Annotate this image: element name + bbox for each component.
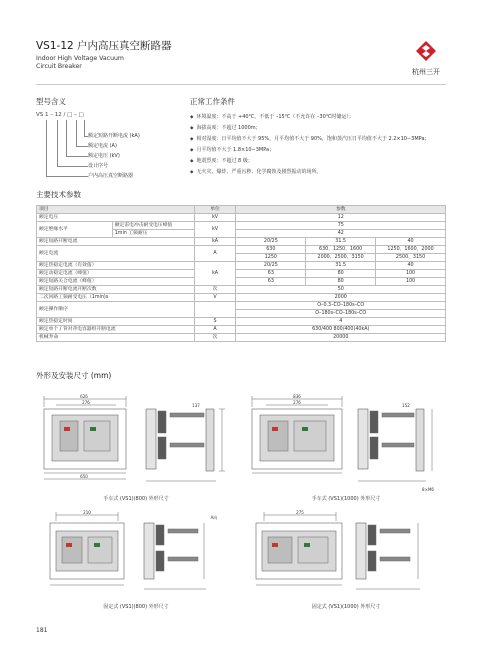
brand-logo-icon [415,40,437,62]
table-row [37,302,446,310]
drawings-area [36,385,446,615]
table-cell: 1250 [236,254,306,262]
table-cell: 40 [376,238,446,246]
dim-label: 152 [402,403,410,408]
conditions-list [190,112,450,178]
table-cell: 2500、3150 [376,254,446,262]
table-header-row [37,206,446,214]
dim-label: 275 [296,510,304,515]
table-cell: 4 [236,318,446,326]
table-row [37,222,446,230]
table-cell: 80 [306,278,376,286]
dim-label: 8×M6 [422,487,434,492]
model-leader-line [76,120,77,146]
table-cell: 20000 [236,334,446,342]
subtitle-line-2: Circuit Breaker [36,63,82,70]
subtitle-line-1: Indoor High Voltage Vacuum [36,55,124,62]
page-subtitle [36,55,124,71]
table-cell: 机械寿命 [37,334,195,342]
table-cell: V [194,294,236,302]
table-cell: 40 [376,262,446,270]
table-cell: A [194,326,236,334]
table-row [37,318,446,326]
model-leader-line [76,146,88,147]
table-cell: 100 [376,270,446,278]
table-cell: O–180s–CO–180s–CO [236,310,446,318]
model-label: 户内高压真空断路器 [88,173,134,179]
model-leader-line [46,176,88,177]
table-row [37,334,446,342]
model-label: 额定电压 (kV) [88,153,120,159]
dim-label: 276 [82,400,90,405]
drawings-section-title: 外形及安装尺寸 (mm) [36,371,112,380]
table-row [37,214,446,222]
col-header-item: 项目 [37,206,195,214]
model-leader-line [66,156,88,157]
drawing-fixed-800 [36,509,236,599]
table-cell: 63 [236,270,306,278]
table-cell: 额定热稳定电流（有效值） [37,262,195,270]
table-row [37,262,446,270]
table-row [37,270,446,278]
table-cell: 630、1250、1600 [306,246,376,254]
drawing-withdrawable-800 [36,393,236,493]
drawing-withdrawable-1000 [246,393,446,493]
brand-name: 杭州三开 [412,68,440,76]
table-cell: 次 [194,286,236,294]
table-cell [194,302,236,318]
table-cell: 额定电流 [37,246,195,262]
model-leader-line [84,120,85,136]
table-cell: 额定单个 / 背对背电容器组开断电流 [37,326,195,334]
table-cell: O–0.3–CO–180s–CO [236,302,446,310]
header-divider [36,84,446,85]
table-cell: kV [194,222,236,238]
table-cell: 20/25 [236,262,306,270]
table-cell: 2000、2500、3150 [306,254,376,262]
table-cell: 额定雷电冲击耐受电压峰值 [112,222,194,230]
table-cell: S [194,318,236,326]
table-cell: 1250、1600、2000 [376,246,446,254]
table-row [37,238,446,246]
model-label: 额定短路开断电流 (kA) [88,133,140,139]
table-cell: 31.5 [306,238,376,246]
table-cell: 额定短路开断电流 [37,238,195,246]
model-leader-line [57,166,88,167]
col-header-value: 参数 [236,206,446,214]
condition-item: ◆ 环境温度：不高于 +40℃，不低于 –15℃（不允许在 –30℃时储运）； [190,112,450,123]
table-cell: 次 [194,334,236,342]
condition-item: ◆ 地震烈度：不超过 8 级； [190,156,450,167]
drawing-caption: 固定式 (VS1)(800) 外形尺寸 [103,604,169,610]
table-cell: 630/400 800/400(40kA) [236,326,446,334]
model-code: VS 1 – 12 / □ – □ [36,112,84,118]
dim-label: 276 [293,400,301,405]
table-cell: 额定操作顺序 [37,302,195,318]
table-cell: 75 [236,222,446,230]
table-cell: 20/25 [236,238,306,246]
dim-label: 836 [293,394,301,399]
condition-item: ◆ 海拔高度：不超过 1000m； [190,123,450,134]
dim-label: 137 [192,403,200,408]
condition-item: ◆ 无火灾、爆炸、严重污秽、化学腐蚀及剧烈振动的场所。 [190,167,450,178]
condition-item: ◆ 相对湿度：日平均值不大于 95%，月平均值不大于 90%，饱和蒸汽压日平均值不大于 2.2×10−3MPa； [190,134,450,145]
table-cell: 额定短路开断电流开断次数 [37,286,195,294]
table-cell: 12 [236,214,446,222]
spec-table [36,205,446,342]
model-label: 额定电流 (A) [88,143,117,149]
condition-item: ◆ 月平均值不大于 1.8×10−3MPa； [190,145,450,156]
model-label: 设计序号 [88,163,109,169]
table-cell: 50 [236,286,446,294]
dim-label: 650 [80,474,88,479]
table-cell: 80 [306,270,376,278]
table-cell: 63 [236,278,306,286]
drawing-caption: 手车式 (VS1)(1000) 外形尺寸 [311,496,381,502]
col-header-unit: 单位 [194,206,236,214]
spec-section-title: 主要技术参数 [36,190,81,199]
table-cell: 630 [236,246,306,254]
table-cell: 额定热稳定时间 [37,318,195,326]
drawing-caption: 固定式 (VS1)(1000) 外形尺寸 [311,604,381,610]
dim-label: 210 [83,510,91,515]
table-cell: 100 [376,278,446,286]
model-leader-line [66,120,67,156]
dim-label: A向 [210,515,218,520]
dim-label: 626 [80,394,88,399]
table-row [37,246,446,254]
drawing-caption: 手车式 (VS1)(800) 外形尺寸 [103,496,169,502]
table-cell: 额定短路关合电流（峰值） [37,278,195,286]
table-cell: kA [194,238,236,246]
table-cell: 42 [236,230,446,238]
table-cell: 2000 [236,294,446,302]
table-row [37,286,446,294]
table-cell: A [194,246,236,262]
table-cell: 31.5 [306,262,376,270]
drawing-fixed-1000 [246,509,446,599]
brand-logo [406,40,446,77]
page-title: VS1-12 户内高压真空断路器 [36,40,172,52]
table-cell: 1min 工频耐压 [112,230,194,238]
model-diagram [36,112,196,182]
table-cell: kV [194,214,236,222]
conditions-section-title: 正常工作条件 [190,97,235,106]
model-leader-line [46,120,47,176]
table-cell: 额定动稳定电流（峰值） [37,270,195,278]
page-number: 181 [36,627,48,634]
table-cell: 额定绝缘水平 [37,222,113,238]
table-cell: kA [194,262,236,286]
table-row [37,326,446,334]
table-row [37,278,446,286]
model-leader-line [57,120,58,166]
table-row [37,294,446,302]
table-cell: 额定电压 [37,214,195,222]
table-cell: 二次回路工频耐受电压（1min)s [37,294,195,302]
model-section-title: 型号含义 [36,97,66,106]
